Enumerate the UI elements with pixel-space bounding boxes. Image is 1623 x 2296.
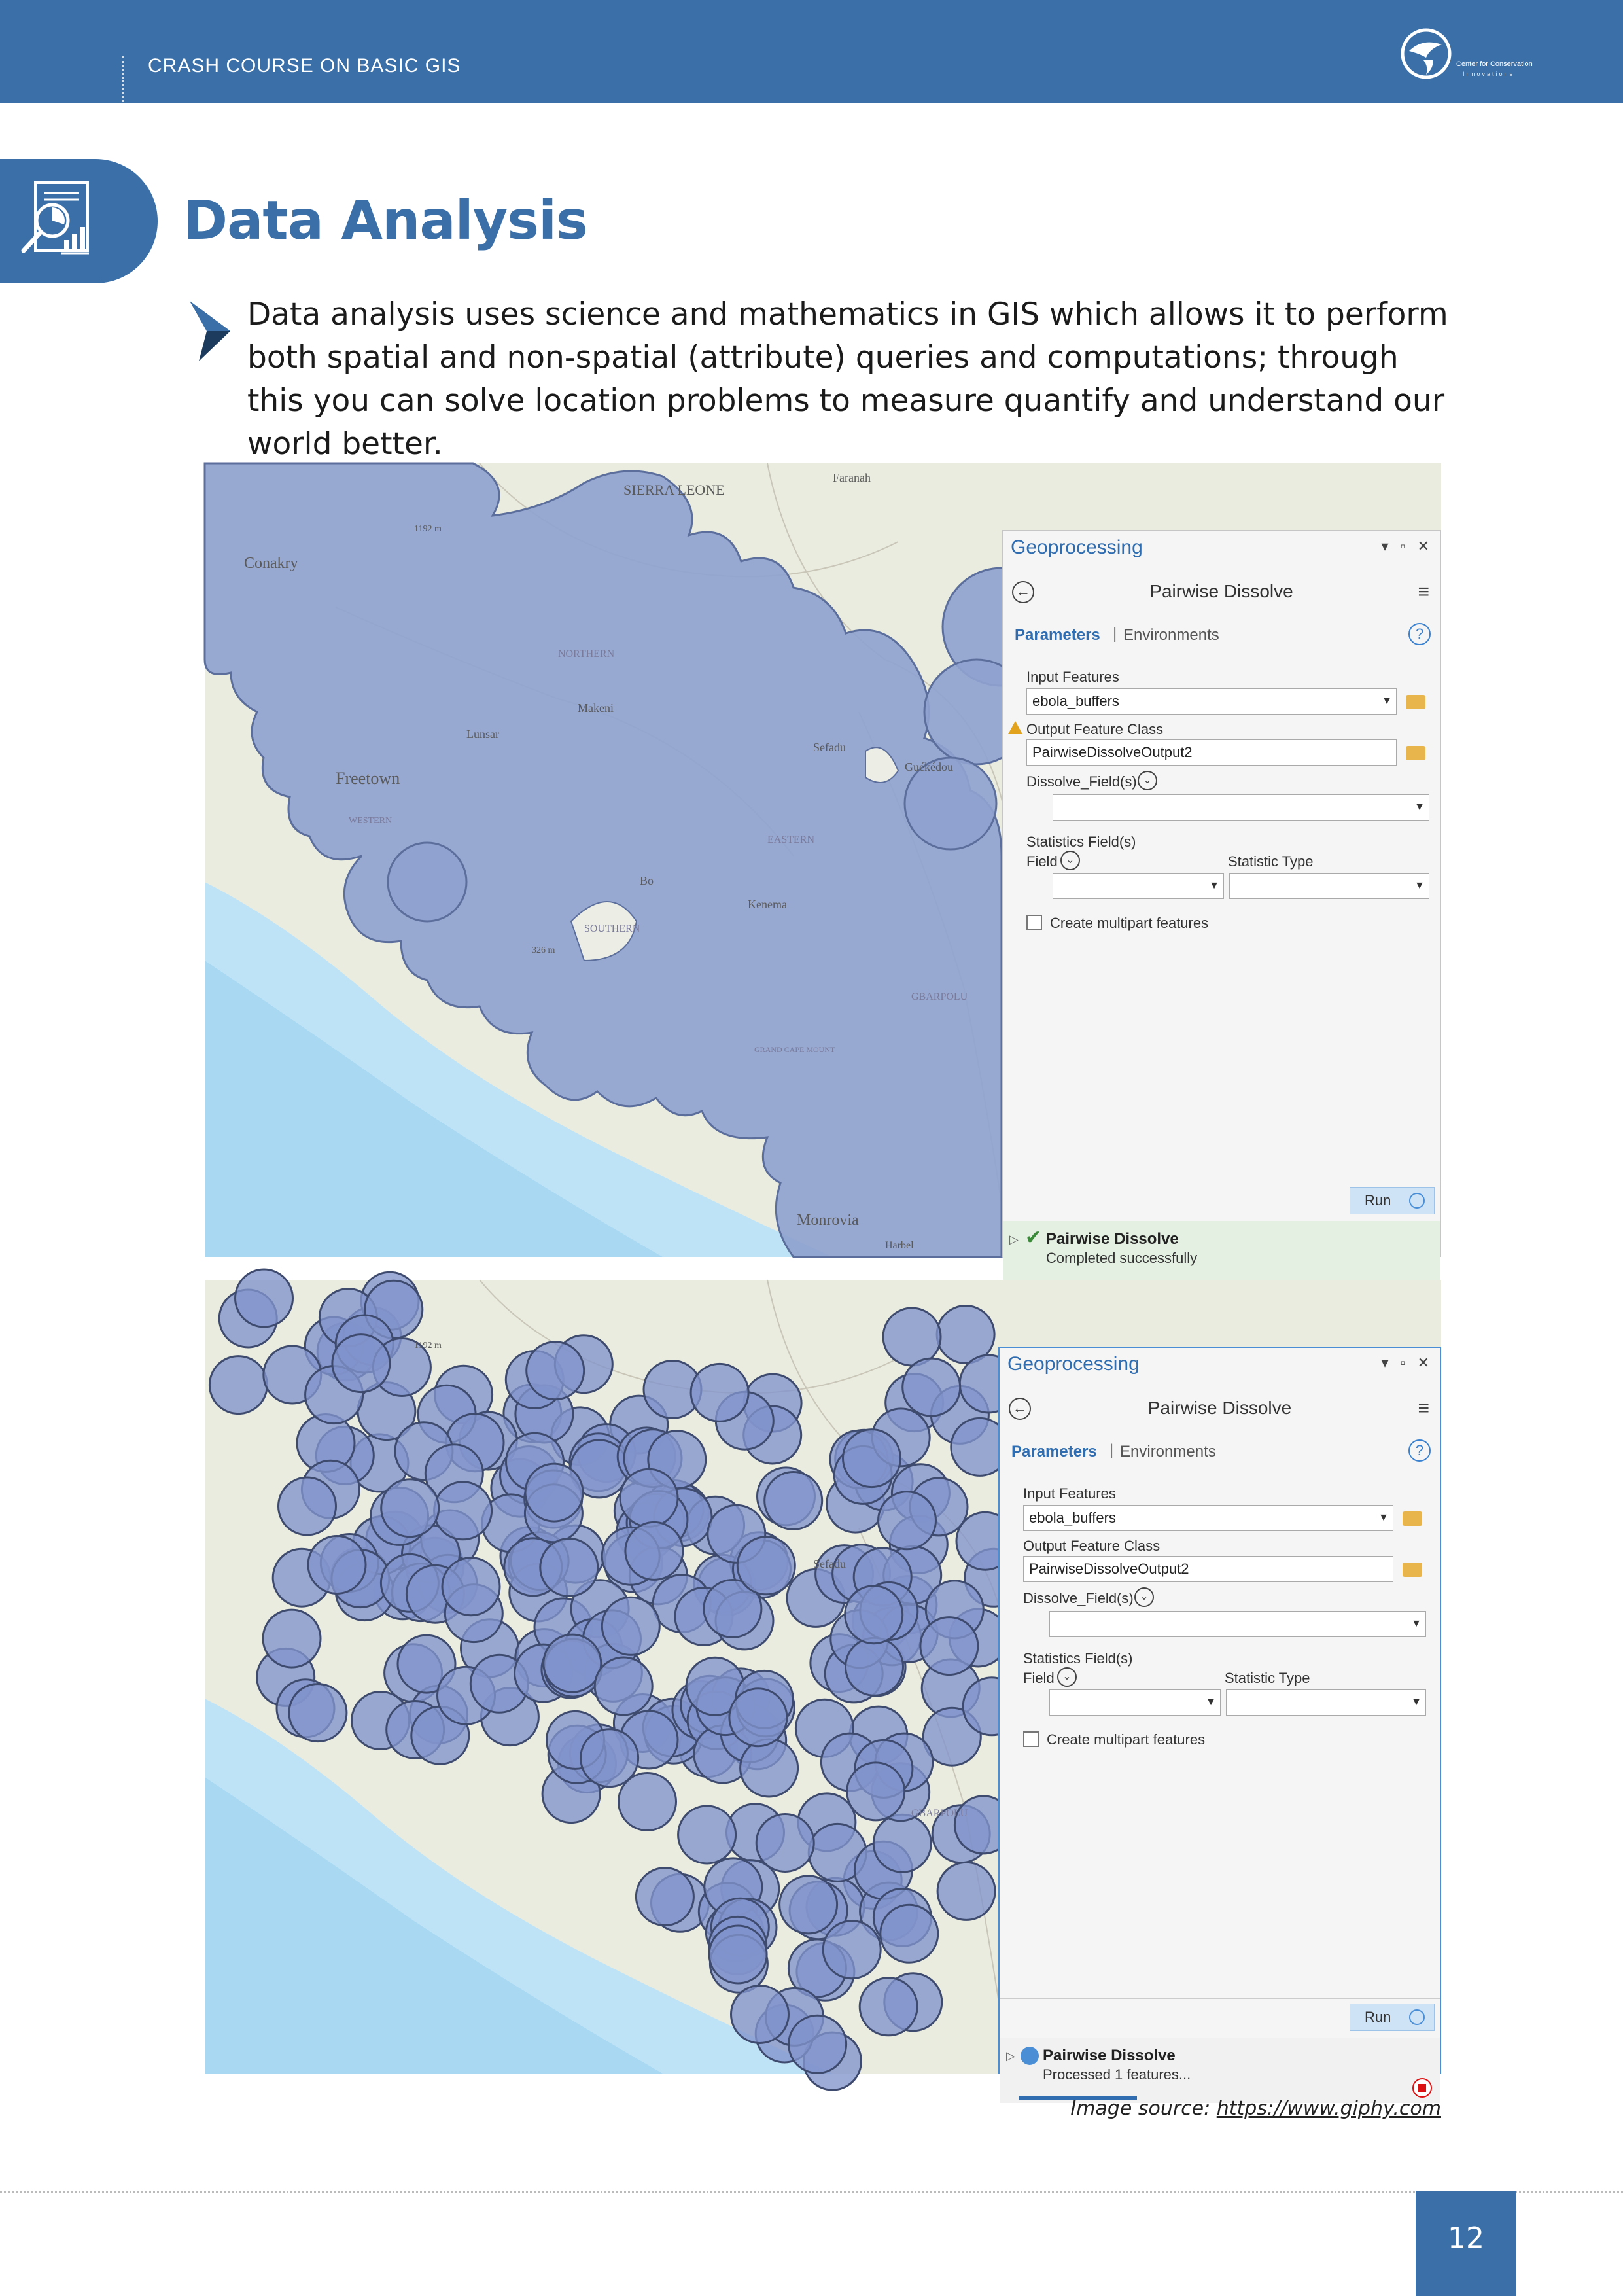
buffer-circle	[756, 1814, 814, 1872]
buffer-circle	[263, 1610, 321, 1667]
logo-tagline: Innovations	[1463, 71, 1515, 77]
map-label-makeni: Makeni	[578, 701, 614, 715]
buffer-circle	[691, 1364, 748, 1421]
buffer-circle	[873, 1814, 931, 1872]
buffer-circle	[236, 1269, 293, 1327]
map-label-lunsar: Lunsar	[466, 728, 499, 741]
buffer-circle	[847, 1763, 905, 1820]
multipart-checkbox[interactable]	[1023, 1731, 1039, 1747]
buffer-circle	[903, 1358, 960, 1416]
map-label-eastern: EASTERN	[767, 834, 814, 845]
chevron-down-icon: ▼	[1209, 880, 1219, 891]
multipart-label: Create multipart features	[1050, 915, 1209, 931]
buffer-circle	[620, 1469, 678, 1527]
pane-title: Geoprocessing	[1011, 537, 1143, 558]
map-label-sierra-leone: SIERRA LEONE	[623, 482, 725, 498]
header-band	[0, 0, 1623, 103]
map-label-faranah: Faranah	[833, 471, 871, 484]
organization-logo	[1400, 25, 1537, 85]
tab-environments[interactable]: Environments	[1123, 626, 1219, 644]
tab-parameters[interactable]: Parameters	[1015, 626, 1100, 644]
buffer-circle	[731, 1986, 789, 2043]
folder-icon[interactable]	[1406, 695, 1425, 709]
divider	[1000, 1998, 1440, 1999]
running-title: CRASH COURSE ON BASIC GIS	[148, 55, 461, 77]
map-label-harbel: Harbel	[885, 1240, 914, 1251]
map-label-elevation-2: 326 m	[532, 945, 555, 955]
hamburger-menu-icon[interactable]: ≡	[1418, 1398, 1429, 1419]
buffer-circle	[843, 1430, 901, 1487]
map-label-guekedou: Guékédou	[905, 760, 953, 773]
chevron-down-icon[interactable]: ⌄	[1134, 1587, 1154, 1607]
buffer-circle	[729, 1689, 787, 1746]
page-number-box	[1416, 2191, 1516, 2296]
chevron-down-icon: ▼	[1411, 1618, 1422, 1629]
status-bar	[1003, 1221, 1440, 1286]
window-controls[interactable]: ▾ ▫ ✕	[1381, 538, 1433, 554]
input-features-select[interactable]	[1026, 688, 1397, 715]
buffer-circle	[780, 1876, 837, 1934]
buffer-circle	[540, 1539, 598, 1597]
chevron-down-icon: ▼	[1378, 1512, 1389, 1523]
pane-title: Geoprocessing	[1007, 1353, 1140, 1375]
tab-separator: |	[1109, 1441, 1114, 1459]
dissolve-fields-label: Dissolve_Field(s)	[1023, 1590, 1134, 1606]
buffer-circle	[846, 1638, 903, 1695]
bird-globe-icon	[1400, 25, 1455, 85]
buffer-circle	[602, 1597, 659, 1655]
statistics-field-select[interactable]	[1053, 873, 1224, 899]
buffer-circle	[381, 1479, 439, 1537]
buffer-circle	[920, 1617, 978, 1675]
chevron-down-icon[interactable]: ⌄	[1138, 771, 1157, 790]
output-feature-class-input[interactable]: PairwiseDissolveOutput2	[1026, 739, 1397, 766]
buffer-circle	[881, 1905, 938, 1962]
buffer-circle	[332, 1335, 390, 1392]
input-features-value: ebola_buffers	[1032, 693, 1119, 709]
buffer-circle	[581, 1729, 638, 1787]
buffer-circle	[636, 1868, 693, 1926]
buffer-circle	[741, 1739, 798, 1797]
input-features-label: Input Features	[1023, 1485, 1116, 1502]
multipart-checkbox[interactable]	[1026, 915, 1042, 930]
screenshot-buffers	[205, 1280, 1441, 2083]
tab-separator: |	[1113, 625, 1117, 643]
map-label-northern: NORTHERN	[558, 648, 615, 660]
chevron-down-icon: ▼	[1382, 696, 1392, 707]
window-controls[interactable]: ▾ ▫ ✕	[1381, 1354, 1433, 1371]
buffer-circle	[595, 1657, 652, 1715]
map-label-freetown: Freetown	[336, 769, 400, 788]
chevron-down-icon[interactable]: ⌄	[1057, 1667, 1077, 1687]
caption-prefix: Image source:	[1070, 2097, 1217, 2120]
buffer-circle	[279, 1477, 336, 1535]
buffer-circle	[737, 1537, 795, 1595]
folder-icon[interactable]	[1403, 1563, 1422, 1577]
bullet-arrow-icon	[190, 301, 230, 361]
input-features-label: Input Features	[1026, 669, 1119, 685]
statistic-type-label: Statistic Type	[1225, 1670, 1310, 1686]
section-title: Data Analysis	[183, 190, 587, 252]
folder-icon[interactable]	[1406, 746, 1425, 760]
geoprocessing-pane	[1002, 530, 1441, 1266]
map-label-kenema: Kenema	[748, 898, 787, 911]
buffer-circle	[937, 1862, 995, 1920]
report-magnifier-chart-icon	[13, 177, 105, 269]
map-label-southern: SOUTHERN	[584, 923, 640, 934]
tool-name: Pairwise Dissolve	[1147, 1398, 1292, 1418]
output-feature-class-label: Output Feature Class	[1026, 721, 1164, 737]
statistics-fields-label: Statistics Field(s)	[1023, 1650, 1133, 1667]
statistics-field-select[interactable]	[1049, 1689, 1221, 1716]
dissolve-field-select[interactable]	[1053, 794, 1429, 821]
run-button[interactable]	[1350, 2004, 1435, 2031]
map-label-bo: Bo	[640, 874, 654, 887]
intro-paragraph: Data analysis uses science and mathematics in GIS which allows it to perform both spatial and non-spatial (attribute) queries and computations; through this you can solve location problems to measure quantify and understand our world better.	[247, 296, 1448, 462]
stop-icon[interactable]	[1412, 2078, 1432, 2098]
status-title: Pairwise Dissolve	[1046, 1230, 1179, 1248]
page-number: 12	[1448, 2221, 1484, 2255]
help-icon[interactable]: ?	[1408, 623, 1431, 645]
map-label-western: WESTERN	[349, 816, 393, 826]
map-label-grand-cape-mount: GRAND CAPE MOUNT	[754, 1045, 835, 1054]
geoprocessing-pane	[998, 1347, 1441, 2083]
field-label: Field	[1026, 853, 1058, 870]
map-label-sefadu: Sefadu	[813, 741, 846, 754]
statistic-type-select[interactable]	[1229, 873, 1429, 899]
logo-name: Center for Conservation	[1456, 60, 1533, 68]
header-divider	[122, 56, 124, 102]
status-text: Processed 1 features...	[1043, 2066, 1191, 2083]
chevron-down-icon: ▼	[1414, 802, 1425, 813]
buffer-circle	[209, 1356, 267, 1414]
tab-parameters[interactable]: Parameters	[1011, 1443, 1097, 1460]
map-label-elevation-1: 1192 m	[414, 524, 442, 534]
running-icon	[1021, 2047, 1039, 2065]
folder-icon[interactable]	[1403, 1511, 1422, 1526]
status-title: Pairwise Dissolve	[1043, 2047, 1176, 2064]
statistic-type-label: Statistic Type	[1228, 853, 1314, 870]
status-text: Completed successfully	[1046, 1250, 1198, 1266]
buffer-circle	[879, 1492, 936, 1549]
output-feature-class-input[interactable]: PairwiseDissolveOutput2	[1023, 1556, 1393, 1582]
input-features-select[interactable]	[1023, 1505, 1393, 1531]
run-icon	[1409, 2009, 1425, 2025]
output-feature-class-label: Output Feature Class	[1023, 1538, 1161, 1554]
map-label-elevation-1: 1192 m	[414, 1341, 442, 1351]
chevron-down-icon: ▼	[1411, 1697, 1422, 1708]
footer-rule	[0, 2191, 1623, 2193]
buffer-circle	[709, 1926, 767, 1983]
run-label: Run	[1365, 1192, 1391, 1209]
chevron-down-icon[interactable]: ⌄	[1060, 851, 1080, 870]
dissolve-fields-label: Dissolve_Field(s)	[1026, 773, 1137, 790]
buffer-circle	[289, 1684, 347, 1742]
warning-icon	[1008, 721, 1022, 734]
hamburger-menu-icon[interactable]: ≡	[1418, 581, 1429, 603]
screenshot-dissolved	[205, 463, 1441, 1266]
buffer-circle	[527, 1342, 584, 1400]
dissolve-field-select[interactable]	[1049, 1611, 1426, 1637]
buffer-circle	[823, 1921, 881, 1979]
expand-triangle-icon[interactable]: ▷	[1009, 1233, 1019, 1246]
buffer-circle	[883, 1308, 941, 1366]
section-icon-tab	[0, 159, 158, 283]
tool-name: Pairwise Dissolve	[1149, 581, 1293, 601]
map-label-monrovia: Monrovia	[797, 1212, 859, 1229]
map-label-gbarpolu: GBARPOLU	[911, 991, 968, 1002]
image-caption	[720, 2097, 1441, 2120]
buffer-circle	[544, 1634, 601, 1692]
buffer-circle	[678, 1806, 736, 1863]
map-label-gbarpolu: GBARPOLU	[911, 1808, 968, 1819]
status-bar	[1000, 2038, 1440, 2103]
multipart-label: Create multipart features	[1047, 1731, 1206, 1748]
map-label-conakry: Conakry	[244, 555, 298, 572]
buffer-circle	[625, 1522, 683, 1580]
chevron-down-icon: ▼	[1206, 1697, 1216, 1708]
statistic-type-select[interactable]	[1226, 1689, 1426, 1716]
back-arrow-icon[interactable]: ←	[1012, 581, 1034, 603]
caption-link[interactable]: https://www.giphy.com	[1216, 2097, 1441, 2120]
run-label: Run	[1365, 2009, 1391, 2025]
help-icon[interactable]: ?	[1408, 1439, 1431, 1462]
tab-environments[interactable]: Environments	[1120, 1443, 1216, 1460]
run-icon	[1409, 1193, 1425, 1209]
buffer-circle	[845, 1586, 903, 1644]
field-label: Field	[1023, 1670, 1055, 1686]
statistics-fields-label: Statistics Field(s)	[1026, 834, 1136, 850]
chevron-down-icon: ▼	[1414, 880, 1425, 891]
buffer-circle	[860, 1978, 917, 2036]
run-button[interactable]	[1350, 1187, 1435, 1214]
expand-triangle-icon[interactable]: ▷	[1006, 2049, 1015, 2062]
buffer-circle	[308, 1536, 366, 1594]
back-arrow-icon[interactable]: ←	[1009, 1398, 1031, 1420]
buffer-circle	[789, 2015, 846, 2073]
buffer-circle	[525, 1464, 583, 1521]
map-label-sefadu: Sefadu	[813, 1557, 846, 1570]
buffer-circle	[442, 1558, 500, 1616]
input-features-value: ebola_buffers	[1029, 1510, 1116, 1526]
checkmark-icon: ✔	[1025, 1227, 1042, 1248]
buffer-circle	[765, 1472, 822, 1530]
buffer-circle	[434, 1482, 492, 1540]
